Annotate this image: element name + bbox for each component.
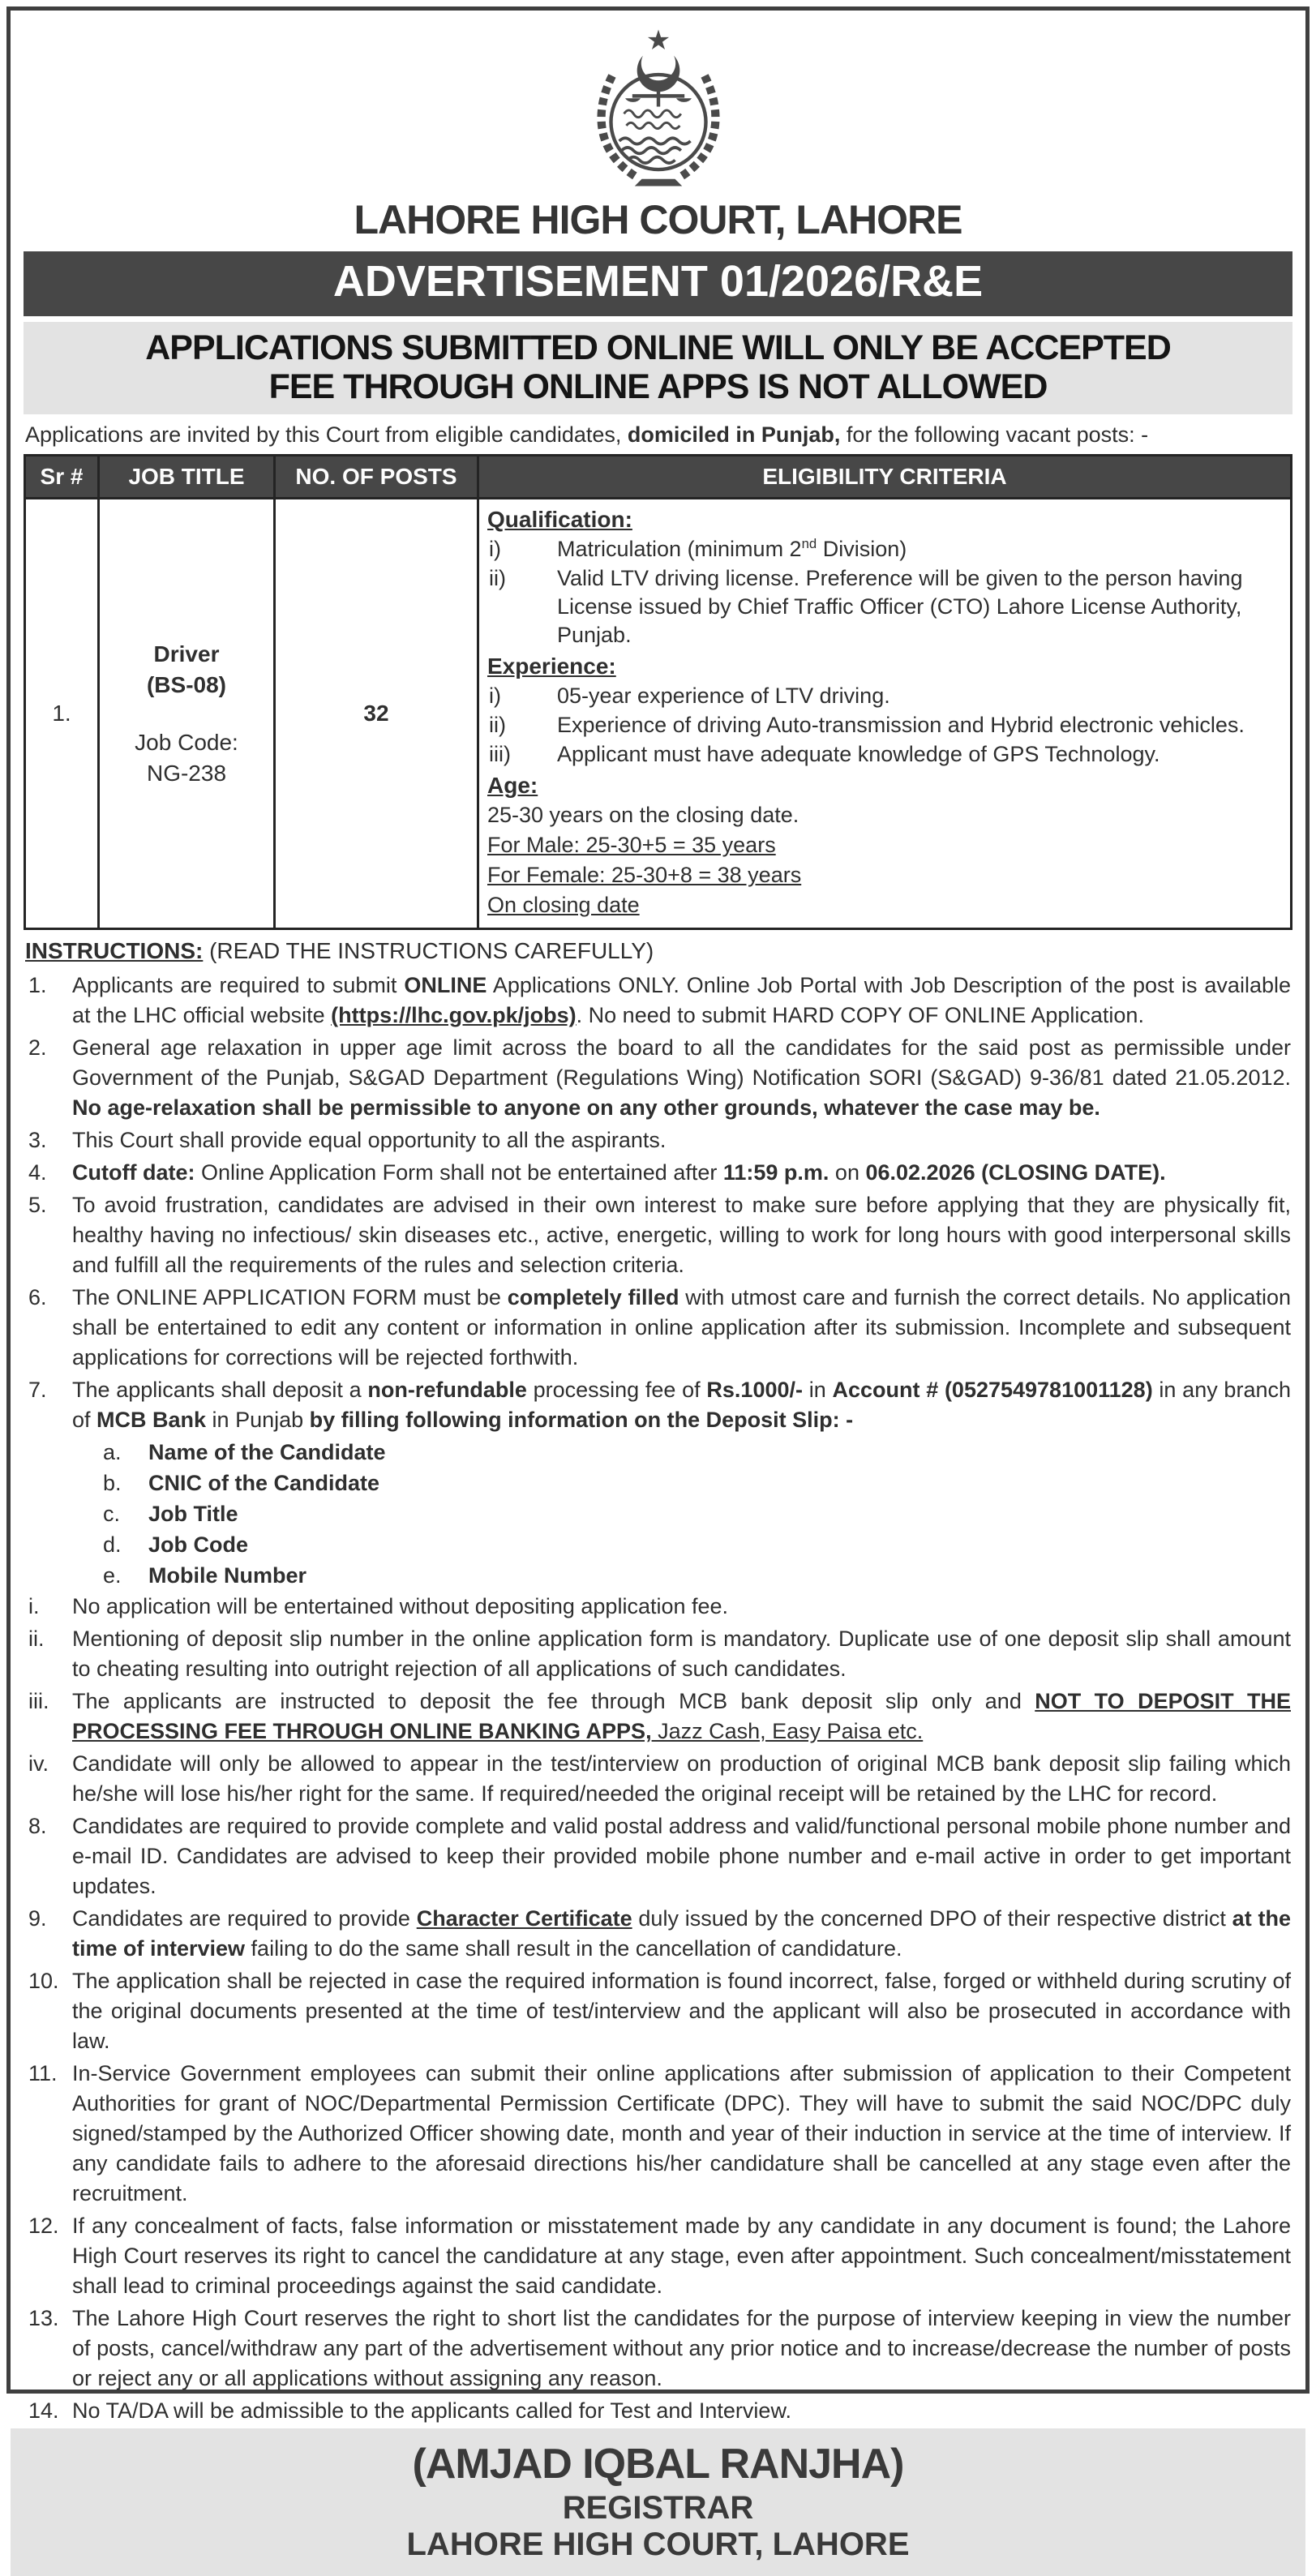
eligibility-section-heading: Qualification:: [487, 507, 632, 533]
text-segment: Applications ONLY. Online Job Portal with Job Description of the post is available at the LHC official website: [72, 973, 1291, 1028]
text-segment: Mobile Number: [148, 1563, 307, 1588]
eligibility-line: [487, 801, 1282, 829]
eligibility-line: [487, 831, 1282, 859]
eligibility-item: [487, 564, 1282, 649]
instruction-item: [25, 1033, 1291, 1123]
text-segment: The applicants are instructed to deposit the fee through MCB bank deposit slip only and: [72, 1689, 1035, 1714]
text-segment: 05-year experience of LTV driving.: [557, 684, 890, 709]
instruction-item: [25, 1904, 1291, 1964]
eligibility-item: [487, 711, 1282, 739]
text-segment: for the following vacant posts: -: [840, 422, 1149, 448]
text-segment: in: [802, 1378, 833, 1403]
signatory-organization: LAHORE HIGH COURT, LAHORE: [406, 2527, 910, 2563]
text-segment: Online Application Form shall not be entertained after: [195, 1160, 723, 1185]
text-segment: This Court shall provide equal opportunity to all the aspirants.: [72, 1128, 667, 1153]
instruction-item-number: 3.: [28, 1128, 47, 1153]
col-header-eligibility: ELIGIBILITY CRITERIA: [478, 456, 1292, 499]
text-segment: non-refundable: [367, 1378, 527, 1403]
text-segment: Jazz Cash, Easy Paisa etc.: [651, 1719, 924, 1744]
eligibility-line: [487, 861, 1282, 889]
instruction-item-number: a.: [103, 1440, 122, 1465]
page-title: LAHORE HIGH COURT, LAHORE: [354, 197, 962, 242]
instruction-item-number: c.: [103, 1502, 121, 1527]
eligibility-item-label: ii): [489, 713, 506, 738]
text-segment: (https://lhc.gov.pk/jobs): [331, 1003, 577, 1028]
text-segment: Job Code: [148, 1532, 249, 1558]
text-segment: Character Certificate: [416, 1906, 632, 1931]
instruction-item-number: 14.: [28, 2398, 59, 2424]
instructions-heading: [25, 938, 1291, 964]
eligibility-item: [487, 535, 1282, 564]
text-segment: Candidates are required to provide complete and valid postal address and valid/functional personal mobile phone number and e-mail ID. Candidates are advised to keep their provided mobile phone number and e-mail active in order to get important updates.: [72, 1814, 1291, 1899]
text-segment: failing to do the same shall result in the cancellation of candidature.: [245, 1936, 902, 1961]
notice-banner: [24, 322, 1292, 414]
notice-line-1: APPLICATIONS SUBMITTED ONLINE WILL ONLY BE ACCEPTED: [145, 328, 1171, 367]
text-segment: 25-30 years on the closing date.: [487, 803, 799, 828]
eligibility-item-label: i): [489, 537, 501, 562]
instruction-item-number: ii.: [28, 1627, 45, 1652]
cell-job-title: [99, 499, 275, 929]
text-segment: CNIC of the Candidate: [148, 1471, 380, 1496]
text-segment: nd: [801, 536, 817, 552]
col-header-posts: NO. OF POSTS: [275, 456, 478, 499]
text-segment: in any branch of: [72, 1378, 1291, 1433]
instruction-item: [25, 1811, 1291, 1901]
instruction-item: [25, 1561, 1291, 1591]
instruction-item-number: d.: [103, 1532, 122, 1558]
intro-line: [25, 422, 1291, 448]
text-segment: General age relaxation in upper age limit across the board to all the candidates for the said post as permissible under Government of the Punjab, S&GAD Department (Regulations Wing) Notification SORI (S&GAD) 9-36/81 dated 21.05.2012.: [72, 1035, 1291, 1091]
instruction-item: [25, 1283, 1291, 1373]
instruction-item: [25, 1190, 1291, 1280]
instruction-item-number: b.: [103, 1471, 122, 1496]
instruction-item-number: 2.: [28, 1035, 47, 1061]
eligibility-item-label: i): [489, 684, 501, 709]
cell-eligibility-criteria: [478, 499, 1292, 929]
instruction-item-number: 6.: [28, 1285, 47, 1310]
job-title-grade: (BS-08): [146, 671, 226, 697]
instructions-list: [24, 971, 1292, 2428]
eligibility-section-heading: Experience:: [487, 654, 616, 679]
vacancy-table-header-row: [25, 456, 1292, 499]
instruction-item: [25, 1687, 1291, 1747]
text-segment: If any concealment of facts, false information or misstatement made by any candidate in any document is found; the Lahore High Court reserves its right to cancel the candidature at any stage, even after appointment. Such concealment/misstatement shall lead to criminal proceedings against the said candidate.: [72, 2214, 1291, 2299]
text-segment: NOT TO DEPOSIT THE PROCESSING FEE THROUGH ONLINE BANKING APPS,: [72, 1689, 1291, 1744]
text-segment: For Male: 25-30+5 = 35 years: [487, 833, 776, 858]
instruction-item: [25, 1966, 1291, 2056]
text-segment: on: [829, 1160, 866, 1185]
text-segment: Applicants are required to submit: [72, 973, 405, 998]
instruction-item-number: iv.: [28, 1751, 49, 1777]
instruction-item: [25, 971, 1291, 1031]
text-segment: Account # (0527549781001128): [832, 1378, 1153, 1403]
page-border-frame: [6, 6, 1310, 2563]
text-segment: at the time of interview: [72, 1906, 1291, 1961]
instruction-item-number: 11.: [28, 2061, 58, 2086]
job-code-label: Job Code:: [135, 730, 238, 756]
text-segment: The Lahore High Court reserves the right to short list the candidates for the purpose of interview keeping in view the number of posts, cancel/withdraw any part of the advertisement without any prior notice and to increase/decrease the number of posts or reject any or all applications without assigning any reason.: [72, 2306, 1291, 2391]
instruction-item-number: 8.: [28, 1814, 47, 1839]
text-segment: Matriculation (minimum 2: [557, 537, 802, 562]
text-segment: Rs.1000/-: [706, 1378, 803, 1403]
text-segment: Valid LTV driving license. Preference will be given to the person having License issued by Chief Traffic Officer (CTO) Lahore License Authority, Punjab.: [557, 566, 1243, 648]
text-segment: domiciled in Punjab,: [627, 422, 841, 448]
lahore-high-court-emblem-icon: [587, 28, 730, 187]
text-segment: with utmost care and furnish the correct details. No application shall be entertained to edit any content or information in online application after its submission. Incomplete and subsequent applications for corrections will be rejected forthwith.: [72, 1285, 1292, 1370]
text-segment: in Punjab: [206, 1408, 310, 1433]
instruction-item-number: 5.: [28, 1193, 47, 1218]
job-title-name: Driver: [153, 641, 220, 667]
text-segment: 11:59 p.m.: [722, 1160, 829, 1185]
instruction-item: [25, 1158, 1291, 1188]
text-segment: Applications are invited by this Court from eligible candidates,: [25, 422, 628, 448]
text-segment: Candidates are required to provide: [72, 1906, 417, 1931]
instruction-item: [25, 1468, 1291, 1498]
text-segment: In-Service Government employees can submit their online applications after submission of application to their Competent Authorities for grant of NOC/Departmental Permission Certificate (DPC). They will have to submit the said NOC/DPC duly signed/stamped by the Authorized Officer showing date, month and year of their induction in service at the time of interview. If any candidate fails to adhere to the aforesaid directions his/her candidature shall be cancelled at any stage even after the recruitment.: [72, 2061, 1291, 2206]
text-segment: Cutoff date:: [72, 1160, 195, 1185]
instruction-item: [25, 2304, 1291, 2394]
instruction-item-number: 12.: [28, 2214, 59, 2239]
text-segment: To avoid frustration, candidates are advised in their own interest to make sure before applying that they are physically fit, healthy having no infectious/ skin diseases etc., active, energetic, willing to work for long hours with good interpersonal skills and fulfill all the requirements of the rules and selection criteria.: [72, 1193, 1291, 1278]
instruction-item: [25, 1749, 1291, 1809]
instruction-item-number: 9.: [28, 1906, 47, 1931]
text-segment: MCB Bank: [96, 1408, 207, 1433]
text-segment: The application shall be rejected in case the required information is found incorrect, false, forged or withheld during scrutiny of the original documents presented at the time of test/interview and the applicant will also be prosecuted in accordance with law.: [72, 1969, 1291, 2054]
eligibility-item-label: iii): [489, 742, 511, 767]
text-segment: The ONLINE APPLICATION FORM must be: [72, 1285, 508, 1310]
instruction-item-number: 1.: [28, 973, 47, 998]
instruction-item: [25, 2396, 1291, 2426]
vacancy-table: [24, 454, 1292, 930]
text-segment: by filling following information on the Deposit Slip: -: [309, 1408, 854, 1433]
instruction-item-number: 13.: [28, 2306, 59, 2331]
job-code-value: NG-238: [146, 761, 227, 787]
text-segment: No TA/DA will be admissible to the applicants called for Test and Interview.: [72, 2398, 791, 2424]
text-segment: The applicants shall deposit a: [72, 1378, 368, 1403]
eligibility-item: [487, 740, 1282, 769]
instruction-item: [25, 1499, 1291, 1529]
text-segment: duly issued by the concerned DPO of their respective district: [632, 1906, 1232, 1931]
text-segment: Experience of driving Auto-transmission and Hybrid electronic vehicles.: [557, 713, 1245, 738]
text-segment: Name of the Candidate: [148, 1440, 386, 1465]
text-segment: Job Title: [148, 1502, 238, 1527]
text-segment: 06.02.2026 (CLOSING DATE).: [865, 1160, 1166, 1185]
instruction-item: [25, 1530, 1291, 1560]
text-segment: INSTRUCTIONS:: [25, 938, 204, 964]
instruction-item: [25, 2211, 1291, 2301]
col-header-job-title: JOB TITLE: [99, 456, 275, 499]
eligibility-item-label: ii): [489, 566, 506, 591]
text-segment: . No need to submit HARD COPY OF ONLINE Application.: [576, 1003, 1144, 1028]
instruction-item-number: i.: [28, 1594, 40, 1619]
text-segment: completely filled: [507, 1285, 679, 1310]
text-segment: processing fee of: [526, 1378, 707, 1403]
instruction-item: [25, 1624, 1291, 1684]
instruction-item: [25, 1375, 1291, 1435]
cell-posts-count: 32: [275, 499, 478, 929]
cell-sr-number: 1.: [25, 499, 99, 929]
text-segment: Candidate will only be allowed to appear in the test/interview on production of original MCB bank deposit slip failing which he/she will lose his/her right for the same. If required/needed the original receipt will be retained by the LHC for record.: [72, 1751, 1291, 1807]
table-row: [25, 499, 1292, 929]
instruction-item: [25, 2059, 1291, 2209]
text-segment: On closing date: [487, 893, 640, 918]
instruction-item-number: e.: [103, 1563, 122, 1588]
instruction-item: [25, 1125, 1291, 1155]
instruction-item-number: 7.: [28, 1378, 47, 1403]
text-segment: Applicant must have adequate knowledge of GPS Technology.: [557, 742, 1160, 767]
text-segment: For Female: 25-30+8 = 38 years: [487, 863, 802, 888]
instruction-item: [25, 1592, 1291, 1622]
instruction-item: [25, 1438, 1291, 1468]
advertisement-banner: ADVERTISEMENT 01/2026/R&E: [24, 251, 1292, 316]
emblem: [24, 28, 1292, 191]
text-segment: (READ THE INSTRUCTIONS CAREFULLY): [203, 938, 654, 964]
text-segment: Mentioning of deposit slip number in the online application form is mandatory. Duplicate use of one deposit slip shall amount to cheating resulting into outright rejection of all applications of such candidates.: [72, 1627, 1291, 1682]
text-segment: No age-relaxation shall be permissible to anyone on any other grounds, whatever the case may be.: [72, 1095, 1100, 1121]
signatory-designation: REGISTRAR: [562, 2490, 754, 2527]
text-segment: Division): [817, 537, 907, 562]
notice-line-2: FEE THROUGH ONLINE APPS IS NOT ALLOWED: [268, 367, 1048, 407]
eligibility-line: [487, 891, 1282, 919]
col-header-sr: Sr #: [25, 456, 99, 499]
signatory-name: (AMJAD IQBAL RANJHA): [412, 2441, 904, 2488]
signature-block: [11, 2428, 1305, 2576]
eligibility-item: [487, 682, 1282, 710]
instruction-item-number: iii.: [28, 1689, 49, 1714]
eligibility-section-heading: Age:: [487, 773, 538, 799]
instruction-item-number: 10.: [28, 1969, 59, 1994]
text-segment: ONLINE: [404, 973, 487, 998]
text-segment: No application will be entertained without depositing application fee.: [72, 1594, 729, 1619]
instruction-item-number: 4.: [28, 1160, 47, 1185]
